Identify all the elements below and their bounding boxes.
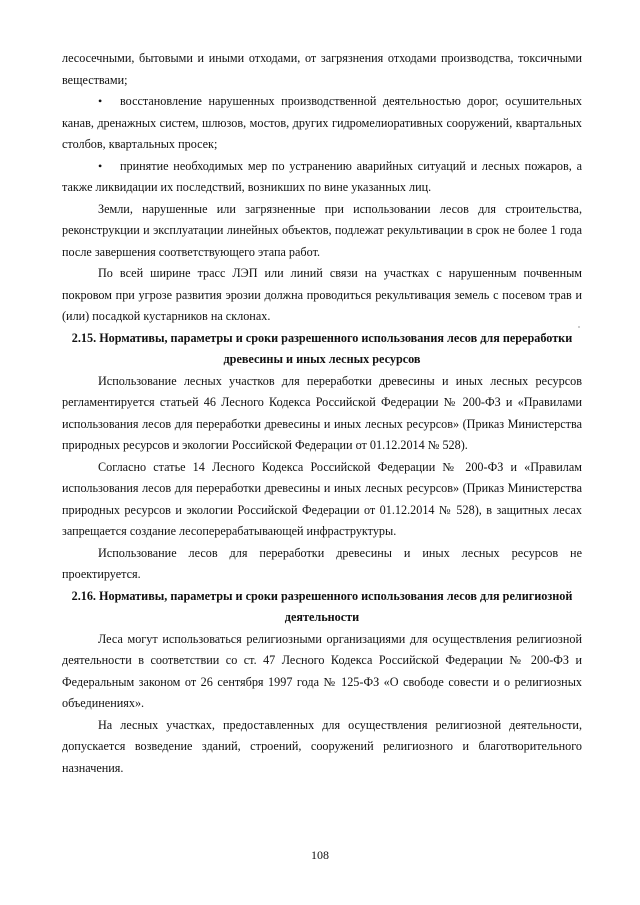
section-heading-2-15: 2.15. Нормативы, параметры и сроки разрешенного использования лесов для переработки древесины и иных лесных ресурсов [71,330,573,366]
paragraph-2-16-buildings: На лесных участках, предоставленных для осуществления религиозной деятельности, допускается возведение зданий, строений, сооружений религиозного и благотворительного назначения. [62,717,582,775]
paragraph-recultivation: Земли, нарушенные или загрязненные при использовании лесов для строительства, реконструкции и эксплуатации линейных объектов, подлежат рекультивации в срок не более 1 года после завершения соответствующего этапа работ. [62,201,582,259]
scan-artifact [578,326,580,328]
paragraph-power-lines: По всей ширине трасс ЛЭП или линий связи на участках с нарушенным почвенным покровом при угрозе развития эрозии должна проводиться рекультивация земель с посевом трав и (или) посадкой кустарников на склонах. [62,266,582,323]
list-item-text: принятие необходимых мер по устранению аварийных ситуаций и лесных пожаров, а также ликвидации их последствий, возникших по вине указанных лиц. [62,158,582,194]
paragraph-waste: лесосечными, бытовыми и иными отходами, от загрязнения отходами производства, токсичными веществами; [62,51,582,87]
paragraph-2-16-religious-use: Леса могут использоваться религиозными организациями для осуществления религиозной деятельности в соответствии со ст. 47 Лесного Кодекса Российской Федерации № 200-ФЗ и Федеральным законом от 26 сентября 1997 года № 125-ФЗ «О свободе совести и о религиозных объединениях». [62,631,582,710]
document-page [62,48,582,779]
section-heading-2-16: 2.16. Нормативы, параметры и сроки разрешенного использования лесов для религиозной деятельности [71,588,573,624]
list-item-restoration [62,91,582,156]
list-item-emergency [62,156,582,199]
list-item-text: восстановление нарушенных производственной деятельностью дорог, осушительных канав, дренажных систем, шлюзов, мостов, других гидромелиоративных сооружений, квартальных столбов, квартальных просек; [62,94,582,151]
paragraph-2-15-not-planned: Использование лесов для переработки древесины и иных лесных ресурсов не проектируется. [62,545,582,581]
paragraph-2-15-regulation: Использование лесных участков для переработки древесины и иных лесных ресурсов регламентируется статьей 46 Лесного Кодекса Российской Федерации № 200-ФЗ и «Правилами использования лесов для переработки древесины и иных лесных ресурсов» (Приказ Министерства природных ресурсов и экологии Российской Федерации от 01.12.2014 № 528). [62,373,582,452]
bullet-icon: • [98,94,103,108]
paragraph-2-15-prohibition: Согласно статье 14 Лесного Кодекса Российской Федерации № 200-ФЗ и «Правилам использования лесов для переработки древесины и иных лесных ресурсов» (Приказ Министерства природных ресурсов и экологии Российской Федерации от 01.12.2014 № 528), в защитных лесах запрещается создание лесоперерабатывающей инфраструктуры. [62,459,582,538]
page-number: 108 [311,848,329,862]
bullet-icon: • [98,158,103,173]
